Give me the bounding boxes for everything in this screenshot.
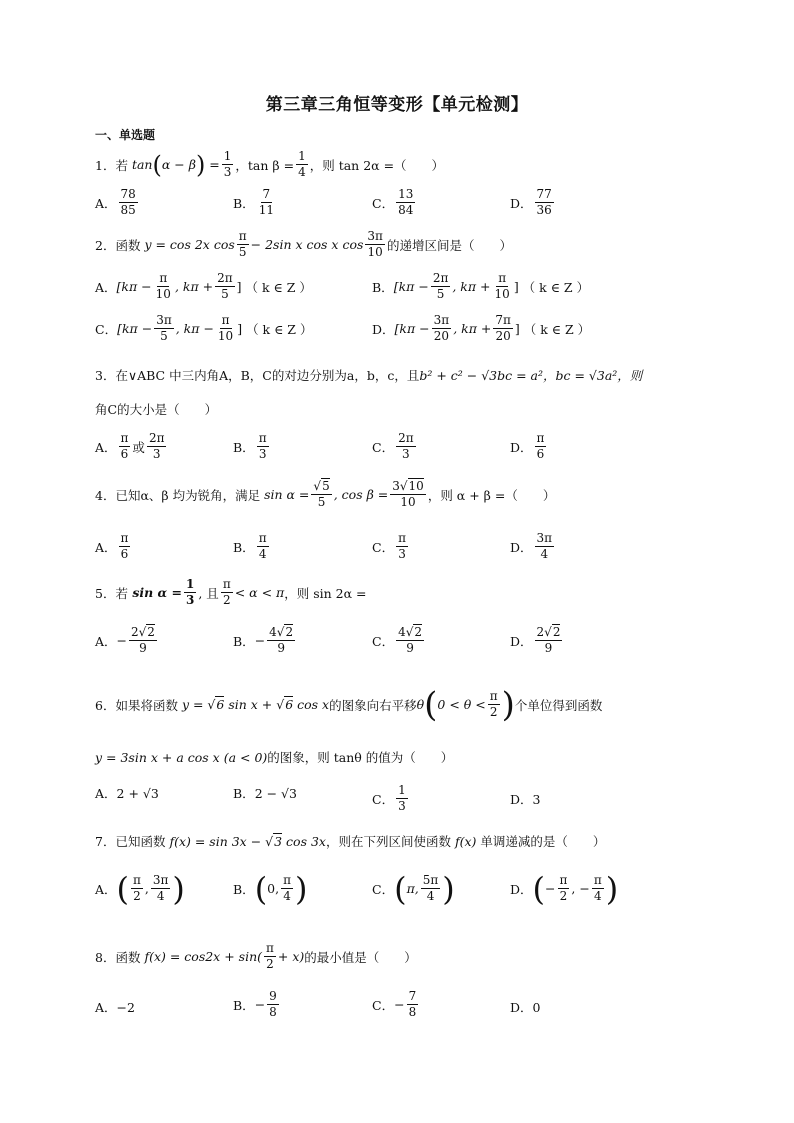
q5-option-a[interactable]: A． − $\frac{2√2}{9}$ [95, 625, 155, 655]
q5-option-b[interactable]: B． − $\frac{4√2}{9}$ [233, 625, 294, 655]
question-8: 8． 函数 f(x) = cos2x + sin( $\frac{\pi}{2}$ + x) 的最小值是（ ） [95, 941, 417, 971]
q3-option-c[interactable]: C． $\frac{2\pi}{3}$ [372, 431, 414, 461]
q2-option-a[interactable]: A． [kπ − $\frac{\pi}{10}$ , kπ + $\frac{2\pi}{5}$ ] （ k ∈ Z ） [95, 271, 312, 301]
q1-option-b[interactable]: B． $\frac{7}{11}$ [233, 187, 274, 217]
question-7: 7． 已知函数 f(x) = sin 3x − √3 cos 3x ，则在下列区间使函数 f(x) 单调递减的是（ ） [95, 833, 606, 849]
q1-option-d[interactable]: D． $\frac{77}{36}$ [510, 187, 552, 217]
q8-option-a[interactable]: A． −2 [95, 999, 135, 1015]
question-2: 2． 函数 y = cos 2x cos $\frac{\pi}{5}$ − 2sin x cos x cos $\frac{3\pi}{10}$ 的递增区间是（ ） [95, 229, 512, 259]
q2-option-b[interactable]: B． [kπ − $\frac{2\pi}{5}$ , kπ + $\frac{\pi}{10}$ ] （ k ∈ Z ） [372, 271, 590, 301]
question-4: 4． 已知α、β 均为锐角，满足 sin α = $\frac{√5}{5}$ , cos β = $\frac{3√10}{10}$ ，则 α + β =（ ） [95, 479, 556, 509]
q6-option-c[interactable]: C． $\frac{1}{3}$ [372, 783, 406, 813]
page-title: 第三章三角恒等变形【单元检测】 [265, 95, 529, 115]
q4-option-b[interactable]: B． $\frac{\pi}{4}$ [233, 531, 267, 561]
q6-option-d[interactable]: D． 3 [510, 791, 541, 807]
q7-option-d[interactable]: D． ( − $\frac{\pi}{2}$ , − $\frac{\pi}{4}$ ) [510, 869, 619, 908]
q8-option-c[interactable]: C． − $\frac{7}{8}$ [372, 989, 417, 1019]
question-1: 1． 若 tan ( α − β ) = $\frac{1}{3}$ ，tan β = $\frac{1}{4}$ ，则 tan 2α =（ ） [95, 149, 445, 179]
q8-option-b[interactable]: B． − $\frac{9}{8}$ [233, 989, 277, 1019]
q4-option-a[interactable]: A． $\frac{\pi}{6}$ [95, 531, 129, 561]
q6-option-a[interactable]: A． 2 + √3 [95, 785, 159, 801]
q7-option-a[interactable]: A． ( $\frac{\pi}{2}$ , $\frac{3\pi}{4}$ ) [95, 869, 185, 908]
q5-option-c[interactable]: C． $\frac{4√2}{9}$ [372, 625, 422, 655]
question-6-line-2: y = 3sin x + a cos x (a < 0) 的图象，则 tanθ 的值为（ ） [95, 749, 454, 765]
q7-option-c[interactable]: C． ( π, $\frac{5\pi}{4}$ ) [372, 869, 455, 908]
section-heading: 一、单选题 [95, 128, 156, 142]
q1-option-a[interactable]: A． $\frac{78}{85}$ [95, 187, 136, 217]
q7-option-b[interactable]: B． ( 0, $\frac{\pi}{4}$ ) [233, 869, 308, 908]
q3-option-d[interactable]: D． $\frac{\pi}{6}$ [510, 431, 545, 461]
q4-option-c[interactable]: C． $\frac{\pi}{3}$ [372, 531, 406, 561]
q6-option-b[interactable]: B． 2 − √3 [233, 785, 297, 801]
q4-option-d[interactable]: D． $\frac{3\pi}{4}$ [510, 531, 553, 561]
q8-option-d[interactable]: D． 0 [510, 999, 541, 1015]
q2-option-d[interactable]: D． [kπ − $\frac{3\pi}{20}$ , kπ + $\frac{7\pi}{20}$ ] （ k ∈ Z ） [372, 313, 591, 343]
q2-option-c[interactable]: C． [kπ − $\frac{3\pi}{5}$ , kπ − $\frac{\pi}{10}$ ] （ k ∈ Z ） [95, 313, 313, 343]
question-3: 3． 在∨ABC 中三内角A，B，C的对边分别为a，b，c，且 b² + c² − √3bc = a²，bc = √3a²，则 [95, 368, 643, 383]
q5-option-d[interactable]: D． $\frac{2√2}{9}$ [510, 625, 561, 655]
q3-option-a[interactable]: A． $\frac{\pi}{6}$ 或 $\frac{2\pi}{3}$ [95, 431, 165, 461]
q1-option-c[interactable]: C． $\frac{13}{84}$ [372, 187, 414, 217]
question-6: 6． 如果将函数 y = √6 sin x + √6 cos x 的图象向右平移 θ ( 0 < θ < $\frac{\pi}{2}$ ) 个单位得到函数 [95, 684, 603, 725]
q3-option-b[interactable]: B． $\frac{\pi}{3}$ [233, 431, 267, 461]
question-3-line-2: 角C的大小是（ ） [95, 402, 218, 417]
question-5: 5． 若 sin α = $\frac{1}{3}$ , 且 $\frac{\pi}{2}$ < α < π ，则 sin 2α = [95, 577, 367, 607]
